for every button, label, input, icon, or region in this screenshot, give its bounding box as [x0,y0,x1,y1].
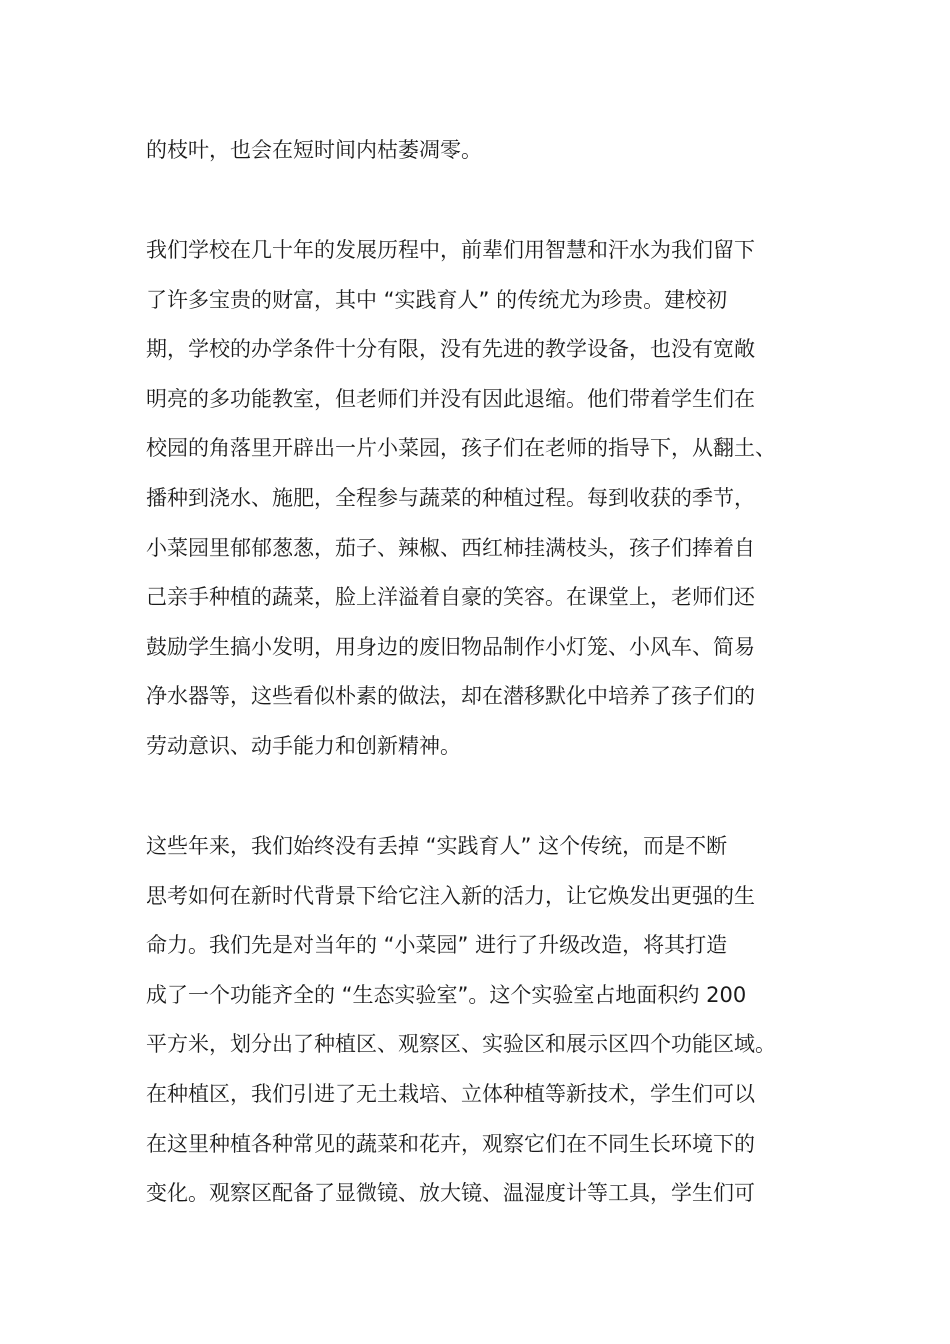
text-line: 的枝叶，也会在短时间内枯萎凋零。 [146,138,482,162]
text-line: 己亲手种植的蔬菜，脸上洋溢着自豪的笑容。在课堂上，老师们还 [146,585,755,610]
text-line: 平方米，划分出了种植区、观察区、实验区和展示区四个功能区域。 [146,1032,776,1057]
text-line: 思考如何在新时代背景下给它注入新的活力，让它焕发出更强的生 [146,883,755,908]
text-line: 期，学校的办学条件十分有限，没有先进的教学设备，也没有宽敞 [146,337,755,362]
text-line: 了许多宝贵的财富，其中 “实践育人” 的传统尤为珍贵。建校初 [146,287,728,312]
text-line: 在种植区，我们引进了无土栽培、立体种植等新技术，学生们可以 [146,1081,755,1106]
text-line: 成了一个功能齐全的 “生态实验室”。这个实验室占地面积约 200 [146,982,747,1007]
text-line: 命力。我们先是对当年的 “小菜园” 进行了升级改造，将其打造 [146,933,728,958]
text-line: 鼓励学生搞小发明，用身边的废旧物品制作小灯笼、小风车、简易 [146,634,755,659]
text-line: 明亮的多功能教室，但老师们并没有因此退缩。他们带着学生们在 [146,386,755,411]
text-line: 净水器等，这些看似朴素的做法，却在潜移默化中培养了孩子们的 [146,684,755,709]
text-line: 播种到浇水、施肥，全程参与蔬菜的种植过程。每到收获的季节， [146,485,755,510]
text-line: 劳动意识、动手能力和创新精神。 [146,733,461,758]
text-line: 校园的角落里开辟出一片小菜园，孩子们在老师的指导下，从翻土、 [146,436,776,461]
text-line: 变化。观察区配备了显微镜、放大镜、温湿度计等工具，学生们可 [146,1181,755,1206]
paragraph-1 [146,126,836,176]
text-line: 小菜园里郁郁葱葱，茄子、辣椒、西红柿挂满枝头，孩子们捧着自 [146,535,755,560]
text-line: 我们学校在几十年的发展历程中，前辈们用智慧和汗水为我们留下 [146,238,755,262]
text-line: 在这里种植各种常见的蔬菜和花卉，观察它们在不同生长环境下的 [146,1131,755,1156]
paragraph-2 [146,226,836,772]
paragraph-3 [146,822,836,1219]
text-line: 这些年来，我们始终没有丢掉 “实践育人” 这个传统，而是不断 [146,834,728,858]
